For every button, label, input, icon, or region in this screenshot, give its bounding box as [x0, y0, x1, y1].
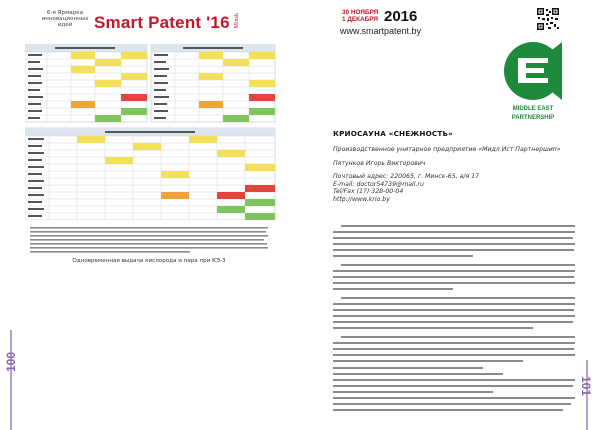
event-dates: 30 НОЯБРЯ 1 ДЕКАБРЯ	[342, 9, 379, 23]
left-divider	[10, 330, 12, 430]
tables-graphic	[25, 44, 277, 220]
contact-block	[333, 173, 479, 203]
logo-bottom-text: PARTNERSHIP	[511, 115, 555, 121]
postal-address: Почтовый адрес: 220065, г. Минск-65, а/я 17	[333, 173, 480, 180]
page-number-left: 100	[4, 352, 18, 373]
page-number-right: 101	[579, 376, 593, 397]
event-website[interactable]: www.smartpatent.by	[340, 26, 422, 36]
email-link[interactable]: E-mail: doctor54739@mail.ru	[333, 180, 424, 188]
website-link[interactable]: http://www.krio.by	[333, 195, 390, 203]
city-label: Minsk	[234, 13, 240, 29]
middle-east-partnership-logo	[502, 40, 564, 128]
brand-title: Smart Patent '16	[94, 13, 230, 32]
figure-caption: Одновременная выдача кислорода и пара при КЭ-3	[72, 258, 226, 264]
article-body-text	[333, 224, 577, 424]
calculation-tables	[25, 44, 277, 220]
author-name: Пятунков Игорь Викторович	[333, 160, 426, 167]
fair-label: 6-я Ярмарка инновационных идей	[41, 10, 89, 29]
qr-code-icon	[537, 8, 559, 30]
logo-top-text: MIDDLE EAST	[512, 106, 554, 112]
table-notes-text	[30, 226, 270, 254]
phone-fax: Tel/Fax (17) 328-00-04	[333, 188, 404, 196]
event-year: 2016	[384, 8, 418, 25]
article-title: КРИОСАУНА «СНЕЖНОСТЬ»	[333, 129, 453, 138]
organization-name: Производственное унитарное предприятие «Мидл Ист Партнершип»	[333, 146, 561, 153]
